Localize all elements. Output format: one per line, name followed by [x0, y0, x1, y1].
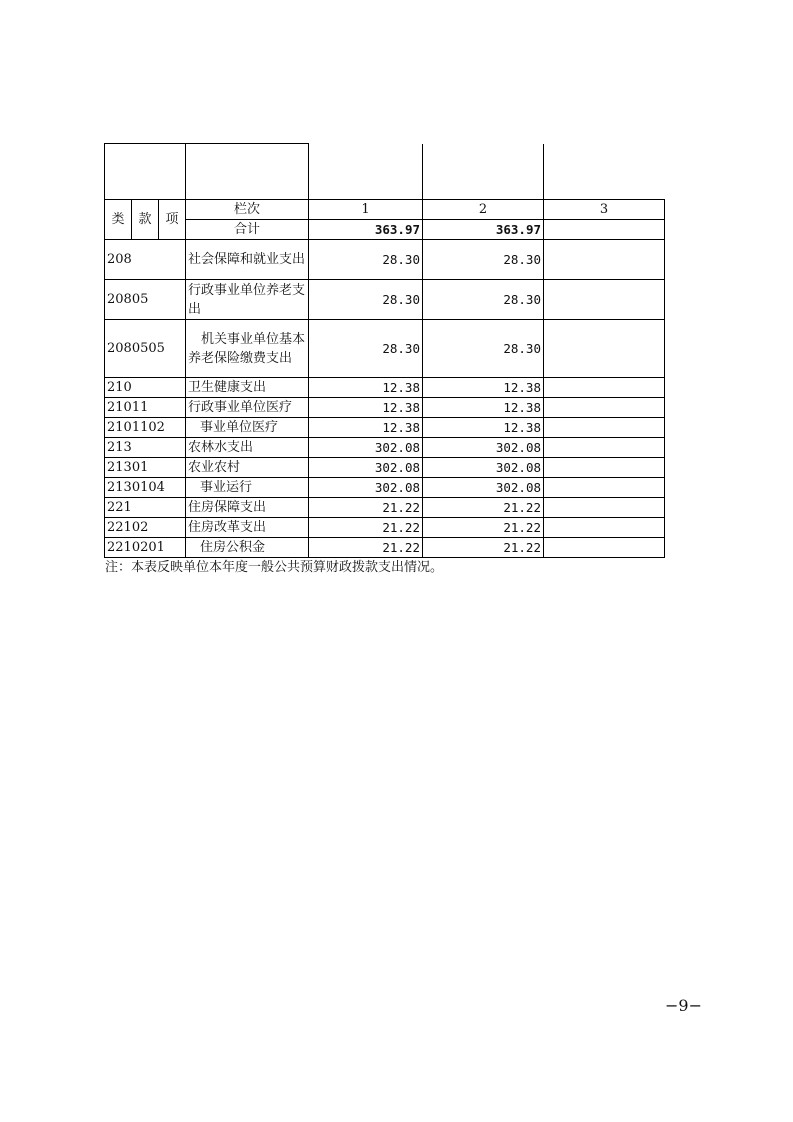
row-name: 农业农村	[186, 458, 309, 478]
row-value-1: 12.38	[309, 378, 423, 398]
row-name: 住房公积金	[186, 538, 309, 558]
row-code: 213	[105, 438, 186, 458]
page-number: −9−	[665, 996, 702, 1015]
row-value-2: 12.38	[423, 418, 544, 438]
row-value-1: 21.22	[309, 498, 423, 518]
table-row	[105, 418, 665, 438]
table-row	[105, 458, 665, 478]
row-value-3	[544, 538, 665, 558]
table-row	[105, 498, 665, 518]
row-value-3	[544, 498, 665, 518]
row-name: 机关事业单位基本养老保险缴费支出	[186, 320, 309, 378]
row-value-3	[544, 518, 665, 538]
row-value-3	[544, 240, 665, 280]
row-name: 行政事业单位医疗	[186, 398, 309, 418]
header-col2: 2	[423, 200, 544, 220]
row-value-1: 21.22	[309, 538, 423, 558]
table-total-row	[105, 220, 665, 240]
row-value-2: 12.38	[423, 398, 544, 418]
row-name: 卫生健康支出	[186, 378, 309, 398]
row-name: 社会保障和就业支出	[186, 240, 309, 280]
row-value-1: 12.38	[309, 398, 423, 418]
row-name: 住房改革支出	[186, 518, 309, 538]
header-blank-cell	[423, 144, 544, 200]
row-value-1: 28.30	[309, 280, 423, 320]
row-value-2: 12.38	[423, 378, 544, 398]
row-code: 2130104	[105, 478, 186, 498]
row-value-2: 28.30	[423, 280, 544, 320]
table-row	[105, 240, 665, 280]
total-value-1: 363.97	[309, 220, 423, 240]
row-value-2: 28.30	[423, 320, 544, 378]
total-label: 合计	[186, 220, 309, 240]
row-value-3	[544, 398, 665, 418]
row-name: 农林水支出	[186, 438, 309, 458]
row-value-3	[544, 418, 665, 438]
header-xiang: 项	[159, 200, 186, 240]
row-name: 事业运行	[186, 478, 309, 498]
row-code: 2101102	[105, 418, 186, 438]
row-value-1: 302.08	[309, 478, 423, 498]
row-value-2: 21.22	[423, 498, 544, 518]
row-value-1: 302.08	[309, 438, 423, 458]
table-row	[105, 320, 665, 378]
row-value-3	[544, 478, 665, 498]
row-value-3	[544, 378, 665, 398]
row-code: 210	[105, 378, 186, 398]
row-value-2: 28.30	[423, 240, 544, 280]
header-blank-cell	[309, 144, 423, 200]
table-row	[105, 478, 665, 498]
row-value-2: 302.08	[423, 478, 544, 498]
table-header-blank-row	[105, 144, 665, 200]
table-row	[105, 280, 665, 320]
row-value-3	[544, 280, 665, 320]
row-name: 事业单位医疗	[186, 418, 309, 438]
row-value-1: 21.22	[309, 518, 423, 538]
total-value-2: 363.97	[423, 220, 544, 240]
row-code: 2210201	[105, 538, 186, 558]
table-row	[105, 538, 665, 558]
header-kuan: 款	[132, 200, 159, 240]
row-value-2: 21.22	[423, 518, 544, 538]
row-value-3	[544, 320, 665, 378]
header-blank-cell	[186, 144, 309, 200]
row-code: 208	[105, 240, 186, 280]
header-lanci: 栏次	[186, 200, 309, 220]
row-value-3	[544, 458, 665, 478]
row-code: 22102	[105, 518, 186, 538]
row-value-1: 12.38	[309, 418, 423, 438]
row-value-2: 302.08	[423, 438, 544, 458]
row-code: 21011	[105, 398, 186, 418]
header-blank-cell	[105, 144, 186, 200]
row-value-1: 28.30	[309, 320, 423, 378]
row-code: 20805	[105, 280, 186, 320]
row-value-2: 21.22	[423, 538, 544, 558]
table-row	[105, 518, 665, 538]
table-row	[105, 438, 665, 458]
header-col1: 1	[309, 200, 423, 220]
row-value-1: 302.08	[309, 458, 423, 478]
row-value-2: 302.08	[423, 458, 544, 478]
table-row	[105, 398, 665, 418]
table-row	[105, 378, 665, 398]
header-col3: 3	[544, 200, 665, 220]
row-name: 行政事业单位养老支出	[186, 280, 309, 320]
row-code: 2080505	[105, 320, 186, 378]
row-value-1: 28.30	[309, 240, 423, 280]
header-blank-cell	[544, 144, 665, 200]
budget-table	[104, 143, 665, 558]
row-value-3	[544, 438, 665, 458]
table-column-index-row	[105, 200, 665, 220]
table-footnote: 注：本表反映单位本年度一般公共预算财政拨款支出情况。	[105, 560, 444, 575]
total-value-3	[544, 220, 665, 240]
header-lei: 类	[105, 200, 132, 240]
row-code: 221	[105, 498, 186, 518]
row-name: 住房保障支出	[186, 498, 309, 518]
row-code: 21301	[105, 458, 186, 478]
